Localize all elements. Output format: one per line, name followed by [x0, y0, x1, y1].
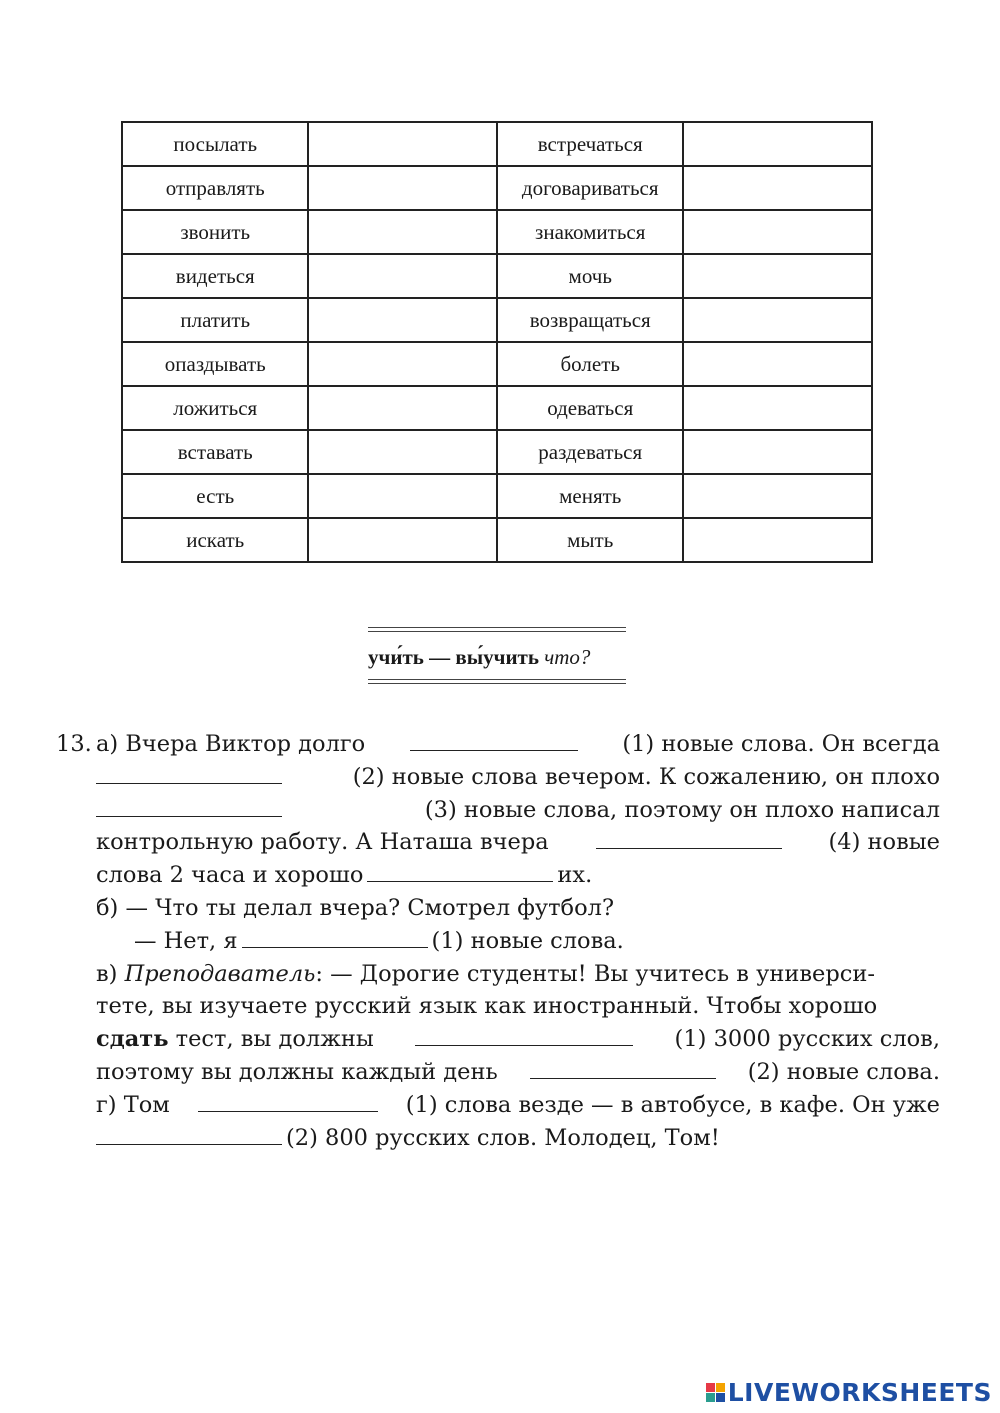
verb-cell: есть	[122, 474, 308, 518]
heading-rule-bottom	[368, 679, 626, 687]
exercise-line	[56, 1056, 940, 1089]
exercise-text: г) Том	[96, 1091, 170, 1118]
answer-cell[interactable]	[308, 474, 497, 518]
answer-cell[interactable]	[683, 386, 872, 430]
exercise-bold: сдать	[96, 1026, 169, 1053]
verb-cell: болеть	[497, 342, 683, 386]
exercise-text: в)	[96, 960, 125, 987]
exercise-text: поэтому вы должны каждый день	[96, 1058, 498, 1085]
verb-cell: одеваться	[497, 386, 683, 430]
verb-cell: ложиться	[122, 386, 308, 430]
answer-blank[interactable]	[410, 728, 578, 751]
verb-cell: мочь	[497, 254, 683, 298]
verb-cell: раздеваться	[497, 430, 683, 474]
logo-square	[706, 1383, 715, 1392]
heading-verb-perfective: вы́учить	[455, 645, 539, 669]
exercise-text: их.	[557, 862, 593, 889]
verb-cell: видеться	[122, 254, 308, 298]
answer-cell[interactable]	[683, 254, 872, 298]
logo-square	[716, 1393, 725, 1402]
exercise-text: : — Дорогие студенты! Вы учитесь в универси-	[315, 960, 875, 987]
exercise-text: (1) новые слова.	[431, 927, 624, 954]
verb-cell: вставать	[122, 430, 308, 474]
logo-text: LIVEWORKSHEETS	[727, 1378, 992, 1407]
verb-cell: возвращаться	[497, 298, 683, 342]
heading-rule-top	[368, 627, 626, 635]
table-row	[122, 298, 872, 342]
exercise-line	[56, 794, 940, 827]
answer-blank[interactable]	[198, 1089, 378, 1112]
answer-cell[interactable]	[308, 210, 497, 254]
answer-blank[interactable]	[96, 1122, 282, 1145]
exercise-text: тест, вы должны	[168, 1026, 374, 1053]
exercise-text: (3) новые слова, поэтому он плохо написал	[424, 796, 940, 823]
answer-cell[interactable]	[308, 386, 497, 430]
verb-cell: мыть	[497, 518, 683, 562]
exercise-text: слова 2 часа и хорошо	[96, 862, 364, 889]
exercise-line	[56, 1023, 940, 1056]
exercise-text: — Нет, я	[134, 927, 238, 954]
answer-cell[interactable]	[308, 298, 497, 342]
answer-cell[interactable]	[308, 166, 497, 210]
logo-square	[716, 1383, 725, 1392]
heading-object: что?	[538, 645, 591, 669]
table-row	[122, 166, 872, 210]
answer-cell[interactable]	[308, 518, 497, 562]
table-row	[122, 474, 872, 518]
answer-cell[interactable]	[308, 342, 497, 386]
table-row	[122, 254, 872, 298]
verb-cell: отправлять	[122, 166, 308, 210]
table-row	[122, 342, 872, 386]
answer-cell[interactable]	[683, 166, 872, 210]
exercise-line	[56, 761, 940, 794]
exercise-text: (2) новые слова вечером. К сожалению, он плохо	[352, 763, 940, 790]
verb-cell: посылать	[122, 122, 308, 166]
exercise-line	[56, 1122, 940, 1155]
heading-dash: —	[423, 645, 456, 669]
exercise-text: (1) слова везде — в автобусе, в кафе. Он уже	[405, 1091, 940, 1118]
exercise-line	[56, 892, 940, 925]
exercise-line	[56, 958, 940, 991]
exercise-13	[56, 728, 940, 1154]
exercise-text: (2) новые слова.	[747, 1058, 940, 1085]
answer-cell[interactable]	[683, 474, 872, 518]
verb-cell: искать	[122, 518, 308, 562]
answer-cell[interactable]	[683, 342, 872, 386]
answer-blank[interactable]	[96, 761, 282, 784]
verb-cell: знакомиться	[497, 210, 683, 254]
answer-blank[interactable]	[96, 794, 282, 817]
answer-cell[interactable]	[683, 518, 872, 562]
exercise-line	[56, 1089, 940, 1122]
answer-blank[interactable]	[530, 1056, 716, 1079]
heading-verb-imperfective: учи́ть	[368, 645, 424, 669]
verb-cell: звонить	[122, 210, 308, 254]
exercise-text: (1) 3000 русских слов,	[674, 1026, 940, 1053]
table-row	[122, 122, 872, 166]
exercise-text: (1) новые слова. Он всегда	[622, 731, 940, 757]
verb-cell: встречаться	[497, 122, 683, 166]
exercise-line	[56, 990, 940, 1023]
exercise-number: 13.	[56, 731, 92, 757]
answer-blank[interactable]	[242, 925, 428, 948]
exercise-text: а) Вчера Виктор долго	[96, 731, 366, 757]
exercise-text: (2) 800 русских слов. Молодец, Том!	[286, 1124, 720, 1151]
verb-cell: менять	[497, 474, 683, 518]
exercise-line	[56, 728, 940, 761]
logo-icon	[706, 1383, 725, 1402]
exercise-line	[56, 826, 940, 859]
answer-cell[interactable]	[683, 298, 872, 342]
table-row	[122, 210, 872, 254]
table-row	[122, 386, 872, 430]
answer-cell[interactable]	[308, 122, 497, 166]
answer-cell[interactable]	[308, 430, 497, 474]
answer-blank[interactable]	[415, 1023, 633, 1046]
exercise-text: тете, вы изучаете русский язык как иностранный. Чтобы хорошо	[96, 993, 878, 1020]
table-row	[122, 518, 872, 562]
answer-cell[interactable]	[683, 430, 872, 474]
verb-cell: платить	[122, 298, 308, 342]
answer-blank[interactable]	[367, 859, 553, 882]
exercise-line	[56, 925, 940, 958]
exercise-role: Преподаватель	[124, 960, 316, 987]
heading	[368, 645, 626, 670]
verb-cell: опаздывать	[122, 342, 308, 386]
verb-cell: договариваться	[497, 166, 683, 210]
exercise-line	[56, 859, 940, 892]
exercise-text: б) — Что ты делал вчера? Смотрел футбол?	[96, 894, 615, 921]
answer-cell[interactable]	[683, 210, 872, 254]
answer-cell[interactable]	[308, 254, 497, 298]
logo-square	[706, 1393, 715, 1402]
answer-blank[interactable]	[596, 826, 782, 849]
verb-table	[121, 121, 873, 563]
answer-cell[interactable]	[683, 122, 872, 166]
exercise-text: контрольную работу. А Наташа вчера	[96, 829, 549, 856]
table-row	[122, 430, 872, 474]
liveworksheets-logo	[706, 1378, 992, 1407]
exercise-text: (4) новые	[828, 829, 940, 856]
